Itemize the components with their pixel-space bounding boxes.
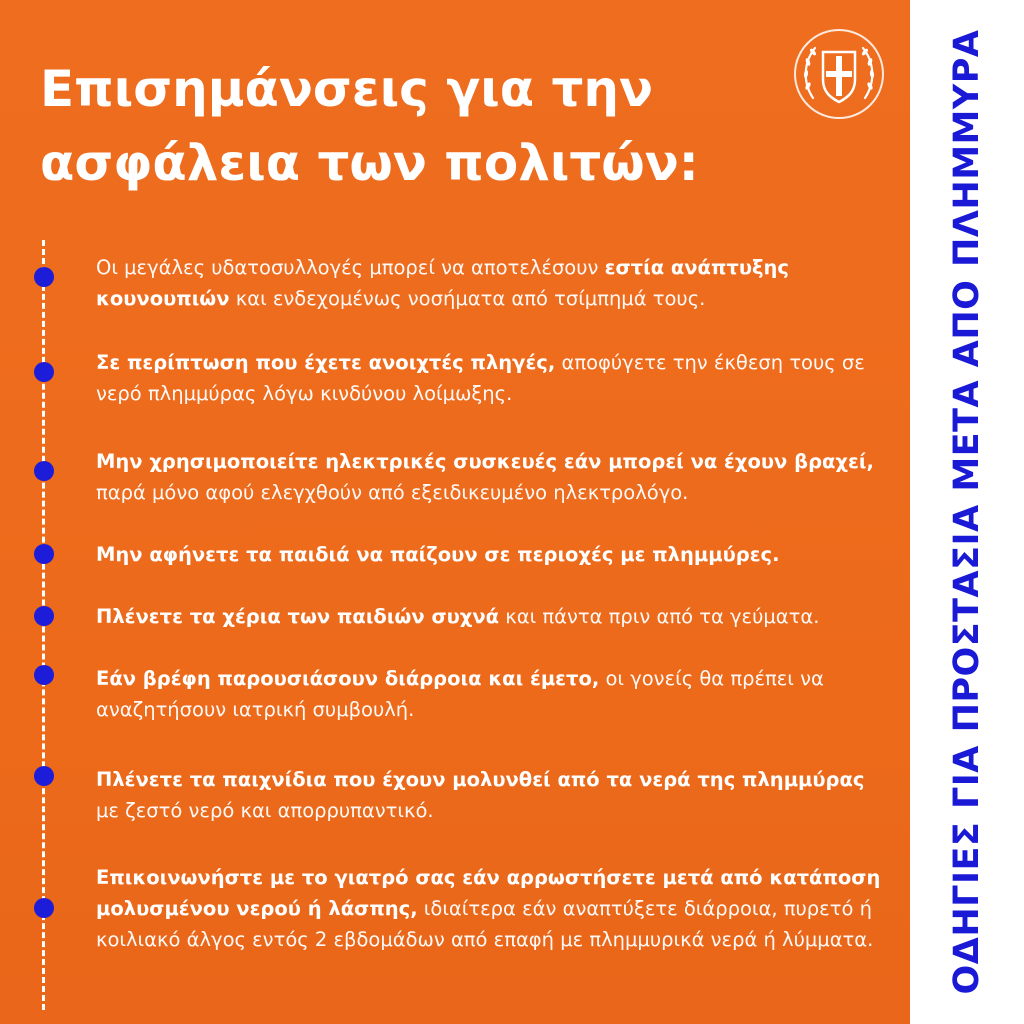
side-banner: [910, 0, 1024, 1024]
item-text: αποφύγετε την έκθεση τους σε νερό πλημμύρας λόγω κινδύνου λοίμωξης.: [96, 351, 865, 405]
item-text: Οι μεγάλες υδατοσυλλογές μπορεί να αποτελέσουν: [96, 256, 605, 279]
item-emphasis: Επικοινωνήστε με το γιατρό σας εάν αρρωστήσετε μετά από κατάποση μολυσμένου νερού ή λάσπης,: [96, 866, 881, 920]
list-item: [96, 862, 892, 955]
item-emphasis: Μην χρησιμοποιείτε ηλεκτρικές συσκευές εάν μπορεί να έχουν βραχεί,: [96, 450, 874, 473]
page-title: [40, 52, 800, 200]
bullet-dot: [34, 267, 54, 287]
bullet-dot: [34, 606, 54, 626]
bullet-dot: [34, 461, 54, 481]
list-item: [96, 252, 892, 314]
bullet-dot: [34, 362, 54, 382]
greek-state-emblem-icon: [793, 28, 885, 120]
item-text: και ενδεχομένως νοσήματα από τσίμπημά τους.: [229, 287, 706, 310]
title-line-2: ασφάλεια των πολιτών:: [40, 134, 699, 192]
bullet-dot: [34, 665, 54, 685]
list-item: [96, 539, 892, 570]
list-item: [96, 663, 892, 725]
list-item: [96, 764, 892, 826]
title-line-1: Επισημάνσεις για την: [40, 60, 654, 118]
list-item: [96, 347, 892, 409]
item-text: ιδιαίτερα εάν αναπτύξετε διάρροια, πυρετό ή κοιλιακό άλγος εντός 2 εβδομάδων από επαφή με πλημμυρικά νερά ή λύμματα.: [96, 897, 874, 951]
item-emphasis: Εάν βρέφη παρουσιάσουν διάρροια και έμετο,: [96, 667, 600, 690]
bullet-dot: [34, 766, 54, 786]
bullet-dot: [34, 544, 54, 564]
item-text: παρά μόνο αφού ελεγχθούν από εξειδικευμένο ηλεκτρολόγο.: [96, 481, 689, 504]
list-item: [96, 601, 892, 632]
side-title: ΟΔΗΓΙΕΣ ΓΙΑ ΠΡΟΣΤΑΣΙΑ ΜΕΤΑ ΑΠΟ ΠΛΗΜΜΥΡΑ: [947, 29, 987, 995]
item-text: με ζεστό νερό και απορρυπαντικό.: [96, 799, 434, 822]
item-emphasis: Μην αφήνετε τα παιδιά να παίζουν σε περιοχές με πλημμύρες.: [96, 543, 780, 566]
item-emphasis: Πλένετε τα χέρια των παιδιών συχνά: [96, 605, 500, 628]
item-emphasis: Σε περίπτωση που έχετε ανοιχτές πληγές,: [96, 351, 556, 374]
list-item: [96, 446, 892, 508]
item-emphasis: εστία ανάπτυξης κουνουπιών: [96, 256, 789, 310]
item-text: οι γονείς θα πρέπει να αναζητήσουν ιατρική συμβουλή.: [96, 667, 824, 721]
bullet-dot: [34, 898, 54, 918]
item-text: και πάντα πριν από τα γεύματα.: [499, 605, 820, 628]
item-emphasis: Πλένετε τα παιχνίδια που έχουν μολυνθεί από τα νερά της πλημμύρας: [96, 768, 865, 791]
